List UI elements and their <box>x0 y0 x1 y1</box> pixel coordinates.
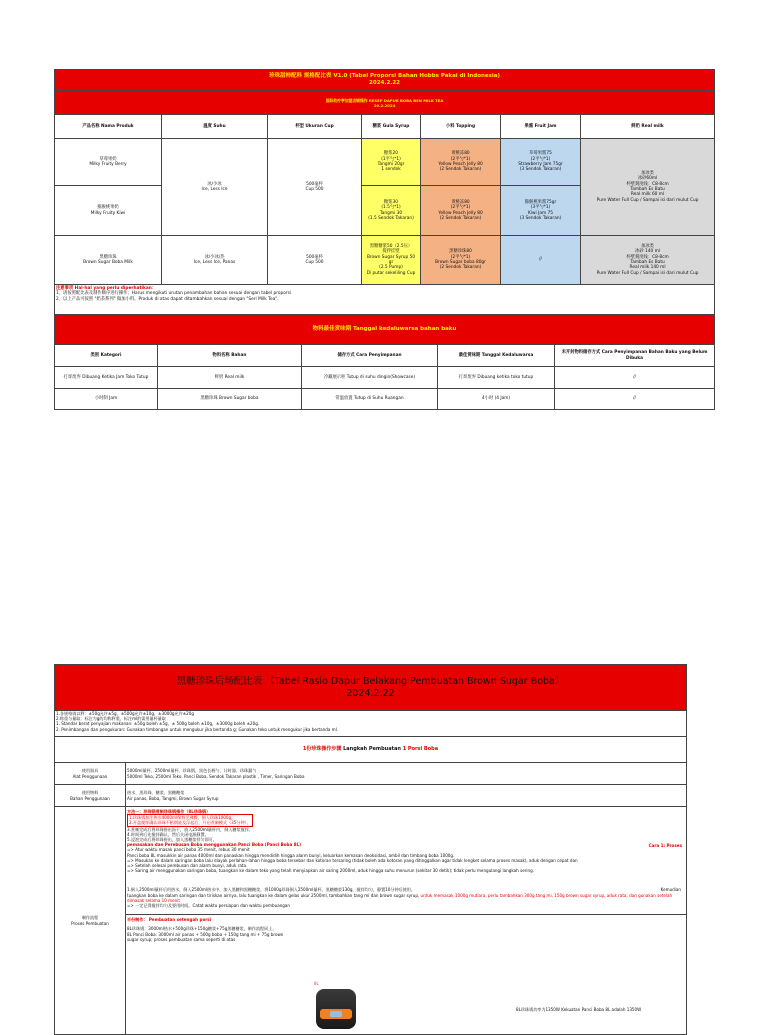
tools-line: 5000ml量杯、2500ml量杯、珍珠锅、黑色长柄勺、计时器、珍珠漏勺 <box>127 768 257 774</box>
syrup-line: 搅拌挂壁 <box>382 249 400 255</box>
jam-line: 草莓果酱75 <box>529 151 552 157</box>
intro-line: 2.称重与量取：标注为g的均称秤重，标注ml的需用量杯量取 <box>56 716 166 722</box>
method1-id-title: pemasakan dan Perebusan Boba menggunakan Panci Boba (Panci Boba 8L) <box>127 842 301 848</box>
topping-line: 黑糖珍珠80 <box>449 249 472 255</box>
shelf-cell: 4小时 (4 Jam) <box>438 389 555 410</box>
topping-line: Brown Sugar boba 80gr <box>435 260 486 265</box>
syrup-cell <box>362 139 421 186</box>
milk-line: Real milk 140 ml <box>629 265 666 271</box>
cup-size-id: Cup 500 <box>305 260 324 265</box>
syrup-cell <box>362 186 421 236</box>
boba-pot-image <box>316 989 356 1029</box>
fruit-jam-cell <box>501 186 581 236</box>
syrup-line: 糖浆30 <box>383 199 399 205</box>
milk-line: 杯壁刻度线：C8-8cm <box>626 181 669 187</box>
real-milk-cell <box>581 236 715 285</box>
half-title-cn: 半份制作 <box>127 917 144 923</box>
materials-line: Air panas, Boba, Tangmi, Brown Sugar Syrup <box>127 795 219 801</box>
intro-line: 2. Penimbangan dan pengukuran: Gunakan timbangan untuk mengukur jika bertanda g; Gunakan teko untuk mengukur jika bertanda ml. <box>56 726 339 732</box>
label-id: Proses Pembuatan <box>71 920 109 926</box>
notes-row <box>55 285 715 315</box>
temperature-id: Ice, Less Ice, Panas <box>193 260 236 265</box>
steps-title-id-b: 1 Porsi Boba <box>402 745 439 752</box>
topping-line: 黄桃冻80 <box>451 199 470 205</box>
fruit-jam-cell <box>501 139 581 186</box>
cup-size-cn: 500毫杯 <box>306 254 323 260</box>
process-label <box>55 807 126 1035</box>
temperature-id: Ice, Less Ice <box>201 187 228 192</box>
syrup-line: (1.5勺*1) <box>381 205 401 211</box>
topping-cell <box>421 186 501 236</box>
sheet-header-row <box>55 115 715 139</box>
jam-line: Strawberry Jam 75gr <box>518 162 563 167</box>
header-topping: 小料 Topping <box>421 115 501 139</box>
cup-size-cell <box>268 236 362 285</box>
topping-line: (2 Sendok Takaran) <box>439 265 482 271</box>
label-id: Alat Penggunaan <box>72 773 108 779</box>
method1-step: 1.珍珠锅加注热水4000ml保持至沸腾，倒入珍珠1000g。 <box>129 815 236 821</box>
intro-line: 1.各规格请以秤：±50g允许±5g，±500g允许±10g，±3000g允许±20g <box>56 711 194 716</box>
table-row <box>55 807 687 1035</box>
jam-line: 猕猴桃果酱75gr <box>524 199 557 205</box>
method1-id-step: Panci boba 8L masukkin air panas 4000ml dan panaskan hingga mendidih hingga alarm bunyi, keluarkan kemasan deoksidasi, ambil dan timbang boba 1000g. <box>127 852 455 858</box>
sheet-subtitle-text: 国际幼柠亭加盟店铺操作 RESEP DAPUR BOBA BEN MILK TEA <box>325 97 444 103</box>
jam-line: (3 Sendok Takaran) <box>519 167 562 173</box>
syrup-line: (1.5 Sendok Takaran) <box>368 215 414 221</box>
shelf-life-title: 物料最佳赏味期 Tanggal kedaluwarsa bahan baku <box>55 316 715 345</box>
process-cell <box>126 807 687 1035</box>
topping-line: (2 Sendok Takaran) <box>439 167 482 173</box>
product-name-id: Brown Sugar Boba Milk <box>83 260 133 265</box>
product-name-cell <box>55 186 162 236</box>
milk-line: Tambah Es Batu <box>630 260 665 265</box>
sheet-subdate: 20.2.2024 <box>373 102 396 108</box>
topping-line: (2 Sendok Takaran) <box>439 215 482 221</box>
shelf-cell: 冷藏展示柜 Tutup di suhu dingin(Showcase) <box>302 367 438 389</box>
tools-label <box>55 763 126 785</box>
method1-step: 3.煮制完成后将珍珠捞出沥干，放入2500ml量杯内，倒入糖浆搅拌。 <box>127 826 253 832</box>
syrup-line: gr <box>388 260 394 265</box>
syrup-cell <box>362 236 421 285</box>
tools-line: 5000ml Teko, 2500ml Teko, Panci Boba, Sendok Takaran plastik , Timer, Saringan Boba <box>127 773 305 779</box>
shelf-header-expiry: 最佳赏味期 Tanggal Kedaluwarsa <box>438 345 555 367</box>
recipe-date: 2024.2.22 <box>346 687 395 699</box>
method1-step: 2.开盖搅拌确认珍珠不粘锅底及浮起后，开启煮制模式（35分钟）。 <box>129 820 251 826</box>
syrup-line: 1 sendok <box>381 167 401 173</box>
method1-title: 方法一：珍珠锅煮制珍珠锅操作（8L珍珠锅） <box>127 809 211 814</box>
topping-line: Yellow Peach Jelly 80 <box>438 162 483 167</box>
method1-step: 5.浸泡完成后将珍珠捞出，加入黑糖浆拌匀即可。 <box>127 837 217 843</box>
pot-screen <box>330 1011 342 1017</box>
header-syrup: 糖浆 Gula Syrup <box>362 115 421 139</box>
method2-id: tuangkan boba ke dalam saringan dan tiriskan airnya, lalu tuangkan ke dalam gelas ukur 2500ml, tambahkan tang mi dan brown sugar syrup, <box>127 892 420 898</box>
method2-right-label: Kemudian <box>660 887 682 893</box>
shelf-header-unopened: 未开封物料储存方式 Cara Penyimpanan Bahan Baku yang Belum Dibuka <box>555 345 715 367</box>
real-milk-cell <box>581 139 715 236</box>
table-row <box>55 763 687 785</box>
milk-line: 冰砂 140 ml <box>635 249 660 255</box>
steps-title-id-a: Langkah Pembuatan <box>343 745 401 752</box>
shelf-cell: 打烊废弃 Dibuang Ketika Jam Toko Tutup <box>55 367 158 389</box>
milk-line: Tambah Es Batu <box>630 187 665 192</box>
topping-line: (2平勺*1) <box>450 254 471 260</box>
temperature-cn: 冰/少冰/热 <box>204 254 225 260</box>
temperature-cell <box>162 236 268 285</box>
method1-id-step: => Setelah selesai perebusan dan alarm bunyi, aduk rata. <box>127 863 248 869</box>
milk-line: Pure Water Full Cup / Sampai isi dari mulut Cup <box>596 270 699 276</box>
milk-line: Pure Water Full Cup / Sampai isi dari mulut Cup <box>596 197 699 203</box>
method1-id-step: => Saring air menggunakan saringan boba, tuangkan ke dalam teko yang telah menyiapkan air saring 2000ml, aduk hingga suhu menurun (sekitar 30 detik); tidak perlu mengulangi langkah sering. <box>127 868 535 874</box>
topping-line: 黄桃冻80 <box>451 151 470 157</box>
half-id: 8L Panci Boba: 3000ml air panas + 500g boba + 150g tang mi + 75g brown sugar syrup; proses pembuatan sama seperti di atas <box>127 931 284 942</box>
sheet-date: 2024.2.22 <box>369 80 401 86</box>
shelf-cell: // <box>555 389 715 410</box>
header-real-milk: 鲜奶 Real milk <box>581 115 715 139</box>
method1-step: 4.时间到后先搅拌确认，然后关闭电源静置。 <box>127 831 209 837</box>
milk-line: 加冰类 <box>641 170 654 176</box>
boba-recipe-sheet <box>54 664 686 1035</box>
syrup-line: Tangmi 30 <box>379 210 403 216</box>
shelf-cell: 小时制 Jam <box>55 389 158 410</box>
sheet-title <box>55 70 715 91</box>
method1-id-step: => Masukan ke dalam saringan boba lalu diayak perlahan-lahan hingga boba tersebar dan kotoran tersaring (tidak boleh ada kotoran yang ditinggalkan agar tidak lengket selama proses masak), aduk dengan cepat dan <box>127 857 578 863</box>
header-cup-size: 杯型 Ukuran Cup <box>268 115 362 139</box>
materials-line: 热水、黑珍珠、糖浆、黑糖糖浆 <box>127 790 185 796</box>
recipe-intro <box>55 711 687 737</box>
product-name-cell <box>55 236 162 285</box>
shelf-cell: 常温放置 Tutup di Suhu Ruangan <box>302 389 438 410</box>
shelf-cell: 黑糖珍珠 Brown Sugar boba <box>158 389 302 410</box>
shelf-header-storage: 储存方式 Cara Penyimpanan <box>302 345 438 367</box>
jam-line: (3平勺*1) <box>530 205 551 211</box>
label-cn: 使用器具 <box>81 768 99 774</box>
method2-red: untuk memasak 1000g mutiara, perlu tambahkan 300g tang mi, 150g brown sugar syrup, aduk rata; dan gunakan setelah dimasak selama 10 menit <box>127 892 673 903</box>
shelf-cell: 打烊废弃 Dibuang ketika toko tutup <box>438 367 555 389</box>
shelf-header-row <box>55 345 715 367</box>
jam-line: (2平勺*1) <box>530 156 551 162</box>
table-row <box>55 236 715 285</box>
sheet-subtitle <box>55 91 715 115</box>
jam-line: // <box>539 257 542 263</box>
jam-line: Kiwi Jam 75 <box>527 210 553 216</box>
cup-size-cell <box>268 139 362 236</box>
notes-title: 注意事项 Hal-hal yang perlu diperhatikan： <box>56 286 157 291</box>
half-title: 半份制作： Pembuatan setengah porsi <box>127 917 212 923</box>
cup-size-id: Cup 500 <box>305 187 324 192</box>
syrup-line: (2.5 Pump) <box>379 265 403 271</box>
temperature-cell <box>162 139 268 236</box>
intro-line: 1. Standar berat penyajian makanan: ±50g boleh ±5g，± 500g boleh ±10g，±3000g boleh ±20g. <box>56 721 260 727</box>
header-temperature: 温度 Suhu <box>162 115 268 139</box>
topping-line: (2平勺*1) <box>450 156 471 162</box>
product-name-id: Milky Fruity Berry <box>89 162 127 167</box>
syrup-line: Di putar sekeliling Cup <box>366 270 416 276</box>
shelf-cell: // <box>555 367 715 389</box>
method1-right-label: Cara 1: Proses <box>648 843 683 848</box>
table-row <box>55 367 715 389</box>
method2-cn: 1.倒入2500ml量杯后用热水，倒入2500ml热水中，加入黑糖和黑糖糖浆，将1000g珍珠倒入2500ml量杯，黑糖糖浆130g，搅拌均匀，静置10分钟后使用。 <box>127 887 415 893</box>
topping-line: (2平勺*1) <box>450 205 471 211</box>
milk-line: 加冰类 <box>641 243 654 249</box>
milk-line: 冰砂60ml <box>637 176 658 182</box>
label-cn: 制作流程 <box>81 915 99 921</box>
topping-cell <box>421 139 501 186</box>
temperature-cn: 冰/少冰 <box>207 181 222 187</box>
method2-end: => 一定记得搅拌均匀及要用时间。Catat waktu persiapan dan waktu pembuangan <box>127 903 291 909</box>
note-item: 1、请按照配比表及制作顺序进行操作；Harus mengikuti urutan penambahan bahan sesuai dengan tabel proporsi <box>56 291 292 297</box>
tools-cell <box>126 763 687 785</box>
notes-cell <box>55 285 715 315</box>
shelf-header-category: 类别 Kategori <box>55 345 158 367</box>
topping-cell <box>421 236 501 285</box>
steps-title <box>55 737 687 763</box>
half-cn: 8L珍珠锅：3000ml热水+500g珍珠+150g糖浆+75g黑糖糖浆，制作流程同上。 <box>127 926 277 932</box>
fruit-jam-cell <box>501 236 581 285</box>
jam-line: (3 Sendok Takaran) <box>519 215 562 221</box>
cup-size-cn: 500毫杯 <box>306 181 323 187</box>
proportion-sheet <box>54 69 714 410</box>
label-id: Bahan Penggunaan <box>70 795 110 801</box>
table-row <box>55 785 687 807</box>
label-cn: 使用物料 <box>81 790 99 796</box>
syrup-line: Brown Sugar Syrup 50 <box>366 254 416 260</box>
syrup-line: 糖浆20 <box>383 151 399 157</box>
note-item: 2、以上产品可按照 "奶茶系列" 做加小料。Produk di atas dapat ditambahkan sesuai dengan "Seri Milk Tea". <box>56 296 279 302</box>
product-name-id: Milky Fruity Kiwi <box>90 210 126 216</box>
topping-line: Yellow Peach Jelly 80 <box>438 210 483 216</box>
header-product: 产品名称 Nama Produk <box>55 115 162 139</box>
product-name-cell <box>55 139 162 186</box>
recipe-title <box>55 665 687 711</box>
syrup-line: 黑糖糖浆50（2.5压） <box>369 243 413 249</box>
materials-label <box>55 785 126 807</box>
method1-id-step: => Atur waktu masak panci boba 35 menit, rebus 30 menit <box>127 847 250 853</box>
milk-line: 杯壁刻度线：C8-8cm <box>626 254 669 260</box>
half-title-id: Pembuatan setengah porsi <box>148 917 212 923</box>
sheet-title-text: 珍珠甜柿配料 规格配比表 V1.0 (Tabel Proporsi Bahan Hobbs Pakai di Indonesia) <box>269 73 501 79</box>
syrup-line: Tangmi 20gr <box>377 162 405 167</box>
header-fruit-jam: 果酱 Fruit Jam <box>501 115 581 139</box>
table-row <box>55 389 715 410</box>
product-name-cn: 猕猴桃果奶 <box>97 205 119 211</box>
shelf-cell: 鲜奶 Real milk <box>158 367 302 389</box>
product-name-cn: 黑糖珍珠 <box>99 254 117 260</box>
pot-note: 8L珍珠锅功率为1350W Kekuatan Panci Boba 8L adalah 1350W <box>516 1007 642 1012</box>
shelf-header-material: 物料名称 Bahan <box>158 345 302 367</box>
pot-label: 8L <box>314 981 319 986</box>
steps-title-cn: 1份珍珠操作步骤 <box>302 745 342 752</box>
materials-cell <box>126 785 687 807</box>
syrup-line: (1平勺*1) <box>381 156 401 162</box>
recipe-title-text: 黑糖珍珠后场配比表 （Tabel Rasio Dapur Belakang Pembuatan Brown Sugar Boba） <box>176 675 565 687</box>
milk-line: Real milk 60 ml <box>630 192 665 198</box>
method1-highlight <box>127 814 253 826</box>
product-name-cn: 草莓果奶 <box>99 156 117 162</box>
table-row <box>55 139 715 186</box>
